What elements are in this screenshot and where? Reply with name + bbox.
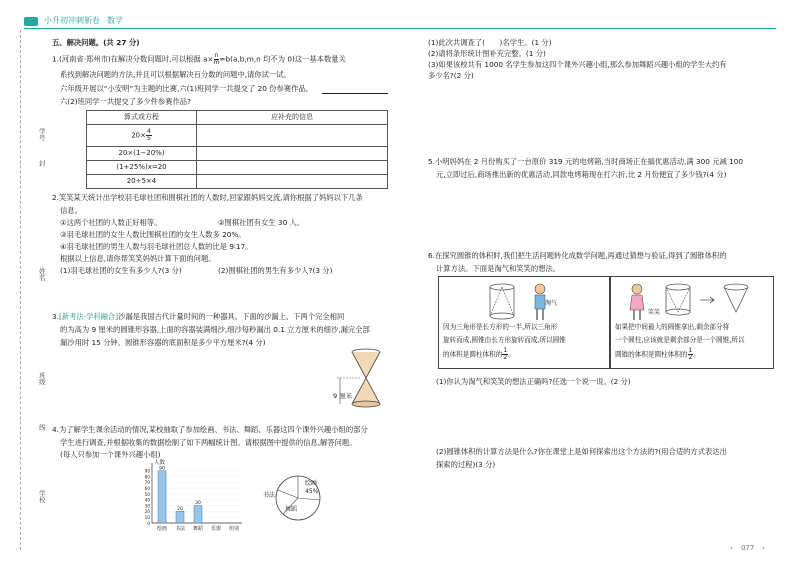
q2-sub1: (1)羽毛球社团的女生有多少人?(3 分) xyxy=(60,266,182,275)
binding-cut-mark: 封 xyxy=(37,160,46,167)
taoqi-text-2: 旋转而成,圆锥由长方形旋转而成,所以圆锥 xyxy=(443,336,566,344)
q4-sub1: (1)此次共调查了( )名学生。(1 分) xyxy=(428,38,552,47)
bar-1 xyxy=(176,511,184,523)
y-tick-label: 50 xyxy=(144,491,150,497)
bar-0 xyxy=(158,471,166,523)
hourglass-height-label: 9 厘米 xyxy=(333,392,353,400)
taoqi-label: 淘气 xyxy=(545,300,558,307)
y-tick-label: 60 xyxy=(144,486,150,491)
taoqi-text-3: 的体积是圆柱体积的 $\frac{1}{2}$ 。 xyxy=(443,347,515,361)
q2-line1: 2.笑笑某天统计出学校羽毛球社团和围棋社团的人数时,回家跟妈妈交流,请你根据了妈妈以下几条 xyxy=(52,193,363,202)
xiaoxiao-text-1: 如果把中间最大的圆锥拿出,剩余部分将 xyxy=(615,323,730,331)
page-next-icon[interactable]: › xyxy=(762,544,765,552)
pie-label-painting: 绘画 xyxy=(305,480,318,487)
y-tick-label: 20 xyxy=(144,509,150,515)
binding-label-student-id: 学号 xyxy=(37,128,46,141)
x-tick-label: 书法 xyxy=(174,526,186,532)
pie-label-dance: 舞蹈 xyxy=(285,506,298,513)
x-tick-label: 舞蹈 xyxy=(192,526,204,532)
cylinder-cone-figure xyxy=(478,282,526,322)
q2-info1: ①这两个社团的人数正好相等。 xyxy=(60,218,162,227)
table-header: 算式或方程 xyxy=(87,111,197,125)
data-label: 90 xyxy=(159,466,165,472)
q2-sub2: (2)围棋社团的男生有多少人?(3 分) xyxy=(218,266,333,275)
xiaoxiao-label: 笑笑 xyxy=(648,309,661,316)
pie-label-calligraphy: 书法 xyxy=(263,492,276,499)
q6-sub2b: 探索的过程)(3 分) xyxy=(436,460,496,469)
y-tick-label: 80 xyxy=(144,474,150,480)
answer-blank xyxy=(322,93,388,94)
q3-line3: 漏沙用时 15 分钟。圆锥形容器的底面积是多少平方厘米?(4 分) xyxy=(60,338,266,347)
header-subject: 数学 xyxy=(107,16,123,25)
fraction-n-over-m: $\frac{n}{m}$ xyxy=(213,52,220,66)
q1-table xyxy=(86,110,388,189)
q6-line1: 6.在探究圆锥的体积时,我们把生活问题转化成数学问题,再通过猜想与验证,得到了圆锥体积的 xyxy=(428,251,727,260)
pie-label-pct: 45% xyxy=(305,488,319,495)
q2-info3: ③羽毛球社团的女生人数比围棋社团的女生人数多 20%。 xyxy=(60,230,246,239)
q2-line2: 信息。 xyxy=(60,206,82,215)
binding-label-name: 姓名 xyxy=(37,268,46,281)
page-prev-icon[interactable]: ‹ xyxy=(730,544,733,552)
y-tick-label: 40 xyxy=(144,497,150,503)
bar-chart xyxy=(130,457,248,535)
header-badge xyxy=(24,17,38,26)
q3-line1: 3.[新考法·学科融合]沙漏是我国古代计量时间的一种器具。下面的沙漏上、下两个完全相同 xyxy=(52,312,345,321)
table-row: 20÷5×4 xyxy=(87,175,197,189)
q6-sub2a: (2)圆锥体积的计算方法是什么?你在课堂上是如何探索出这个方法的?(用合适的方式表达出 xyxy=(436,447,727,456)
q3-line2: 的为高为 9 厘米的圆锥形容器,上面的容器装满细沙,细沙每秒漏出 0.1 立方厘米的细沙,漏完全部 xyxy=(60,325,370,334)
binding-label-school: 学校 xyxy=(37,490,46,503)
q4-line1: 4.为了解学生课余活动的情况,某校抽取了参加绘画、书法、舞蹈、乐器这四个课外兴趣小组的部分 xyxy=(52,425,368,434)
y-tick-label: 30 xyxy=(144,503,150,509)
x-tick-label: 组别 xyxy=(228,526,240,532)
q1-line1: 1.(河南省·郑州市)在解决分数问题时,可以根据 a× $\frac{n}{m}$ =b(a,b,m,n 均不为 0)这一基本数量关 xyxy=(52,52,346,66)
q4-line2: 学生进行调查,并根据收集的数据绘制了如下两幅统计图。请根据图中提供的信息,解答问题。 xyxy=(60,438,357,447)
q5-line2: 元,立即过后,商场推出新的优惠活动,同款电烤箱现在打六折,比 2 月份便宜了多少钱?(4 分) xyxy=(436,170,727,179)
xiaoxiao-text-2: 一个圆柱,应该就是剩余部分是一个圆锥,所以 xyxy=(615,336,745,344)
x-tick-label: 绘画 xyxy=(156,526,168,532)
q4-sub2: (2)请将条形统计图补充完整。(1 分) xyxy=(428,49,546,58)
y-tick-label: 0 xyxy=(147,520,150,526)
xiaoxiao-text-3: 圆锥的体积是圆柱体积的 $\frac{1}{2}$ 。 xyxy=(615,347,700,361)
header-title: 小升初冲刺新卷 xyxy=(44,16,100,25)
xiaoxiao-avatar xyxy=(627,282,647,322)
q2-info2: ②围棋社团有女生 30 人。 xyxy=(218,218,305,227)
binding-label-class: 班级 xyxy=(37,372,46,385)
q5-line1: 5.小明妈妈在 2 月份购买了一台原价 319 元的电烤箱,当时商场正在搞优惠活动,满 300 元减 100 xyxy=(428,157,744,166)
y-axis-label: 人数 xyxy=(154,460,166,466)
table-row: (1+25%)x=20 xyxy=(87,161,197,175)
q1-line4: 六(2)班同学一共提交了多少件参赛作品? xyxy=(60,97,191,106)
q2-line3: 根据以上信息,请你帮笑笑妈妈计算下面的问题。 xyxy=(60,254,216,263)
bar-2 xyxy=(194,506,202,523)
x-tick-label: 乐器 xyxy=(210,526,222,532)
q6-line2: 计算方法。下面是淘气和笑笑的想法。 xyxy=(436,264,561,273)
y-tick-label: 90 xyxy=(144,468,150,474)
table-row: 20×(1−20%) xyxy=(87,147,197,161)
table-header: 应补充的信息 xyxy=(197,111,388,125)
data-label: 30 xyxy=(195,501,201,507)
q4-sub3a: (3)如果该校共有 1000 名学生参加这四个课外兴趣小组,那么参加舞蹈兴趣小组的学生大约有 xyxy=(428,60,727,69)
q4-line3: (每人只参加一个课外兴趣小组) xyxy=(60,450,161,459)
binding-cut-mark: 线 xyxy=(37,424,46,431)
q1-line3: 六年级开展以“小安明”为主题的比赛,六(1)班同学一共提交了 20 份参赛作品, xyxy=(60,84,309,93)
section-title: 五、解决问题。(共 27 分) xyxy=(52,38,140,47)
page-number: 077 xyxy=(741,544,755,552)
binding-line xyxy=(20,30,21,550)
cylinder-to-cone-figure xyxy=(660,282,760,318)
q1-line2: 系找到解决问题的方法,并且可以根据解决百分数的问题中,请你试一试。 xyxy=(60,70,291,79)
y-tick-label: 70 xyxy=(144,480,150,486)
y-tick-label: 10 xyxy=(144,515,150,520)
q6-sub1: (1)你认为淘气和笑笑的想法正确吗?任选一个说一说。(2 分) xyxy=(436,377,631,386)
q4-sub3b: 多少名?(2 分) xyxy=(428,71,474,80)
taoqi-text-1: 因为三角形是长方形的一半,所以三角形 xyxy=(443,323,558,331)
data-label: 20 xyxy=(177,506,183,512)
table-row: 20× $\frac{4}{5}$ xyxy=(87,125,197,147)
header-rule xyxy=(24,28,776,29)
q2-info4: ④羽毛球社团的男生人数与羽毛球社团总人数的比是 9∶17。 xyxy=(60,242,253,251)
